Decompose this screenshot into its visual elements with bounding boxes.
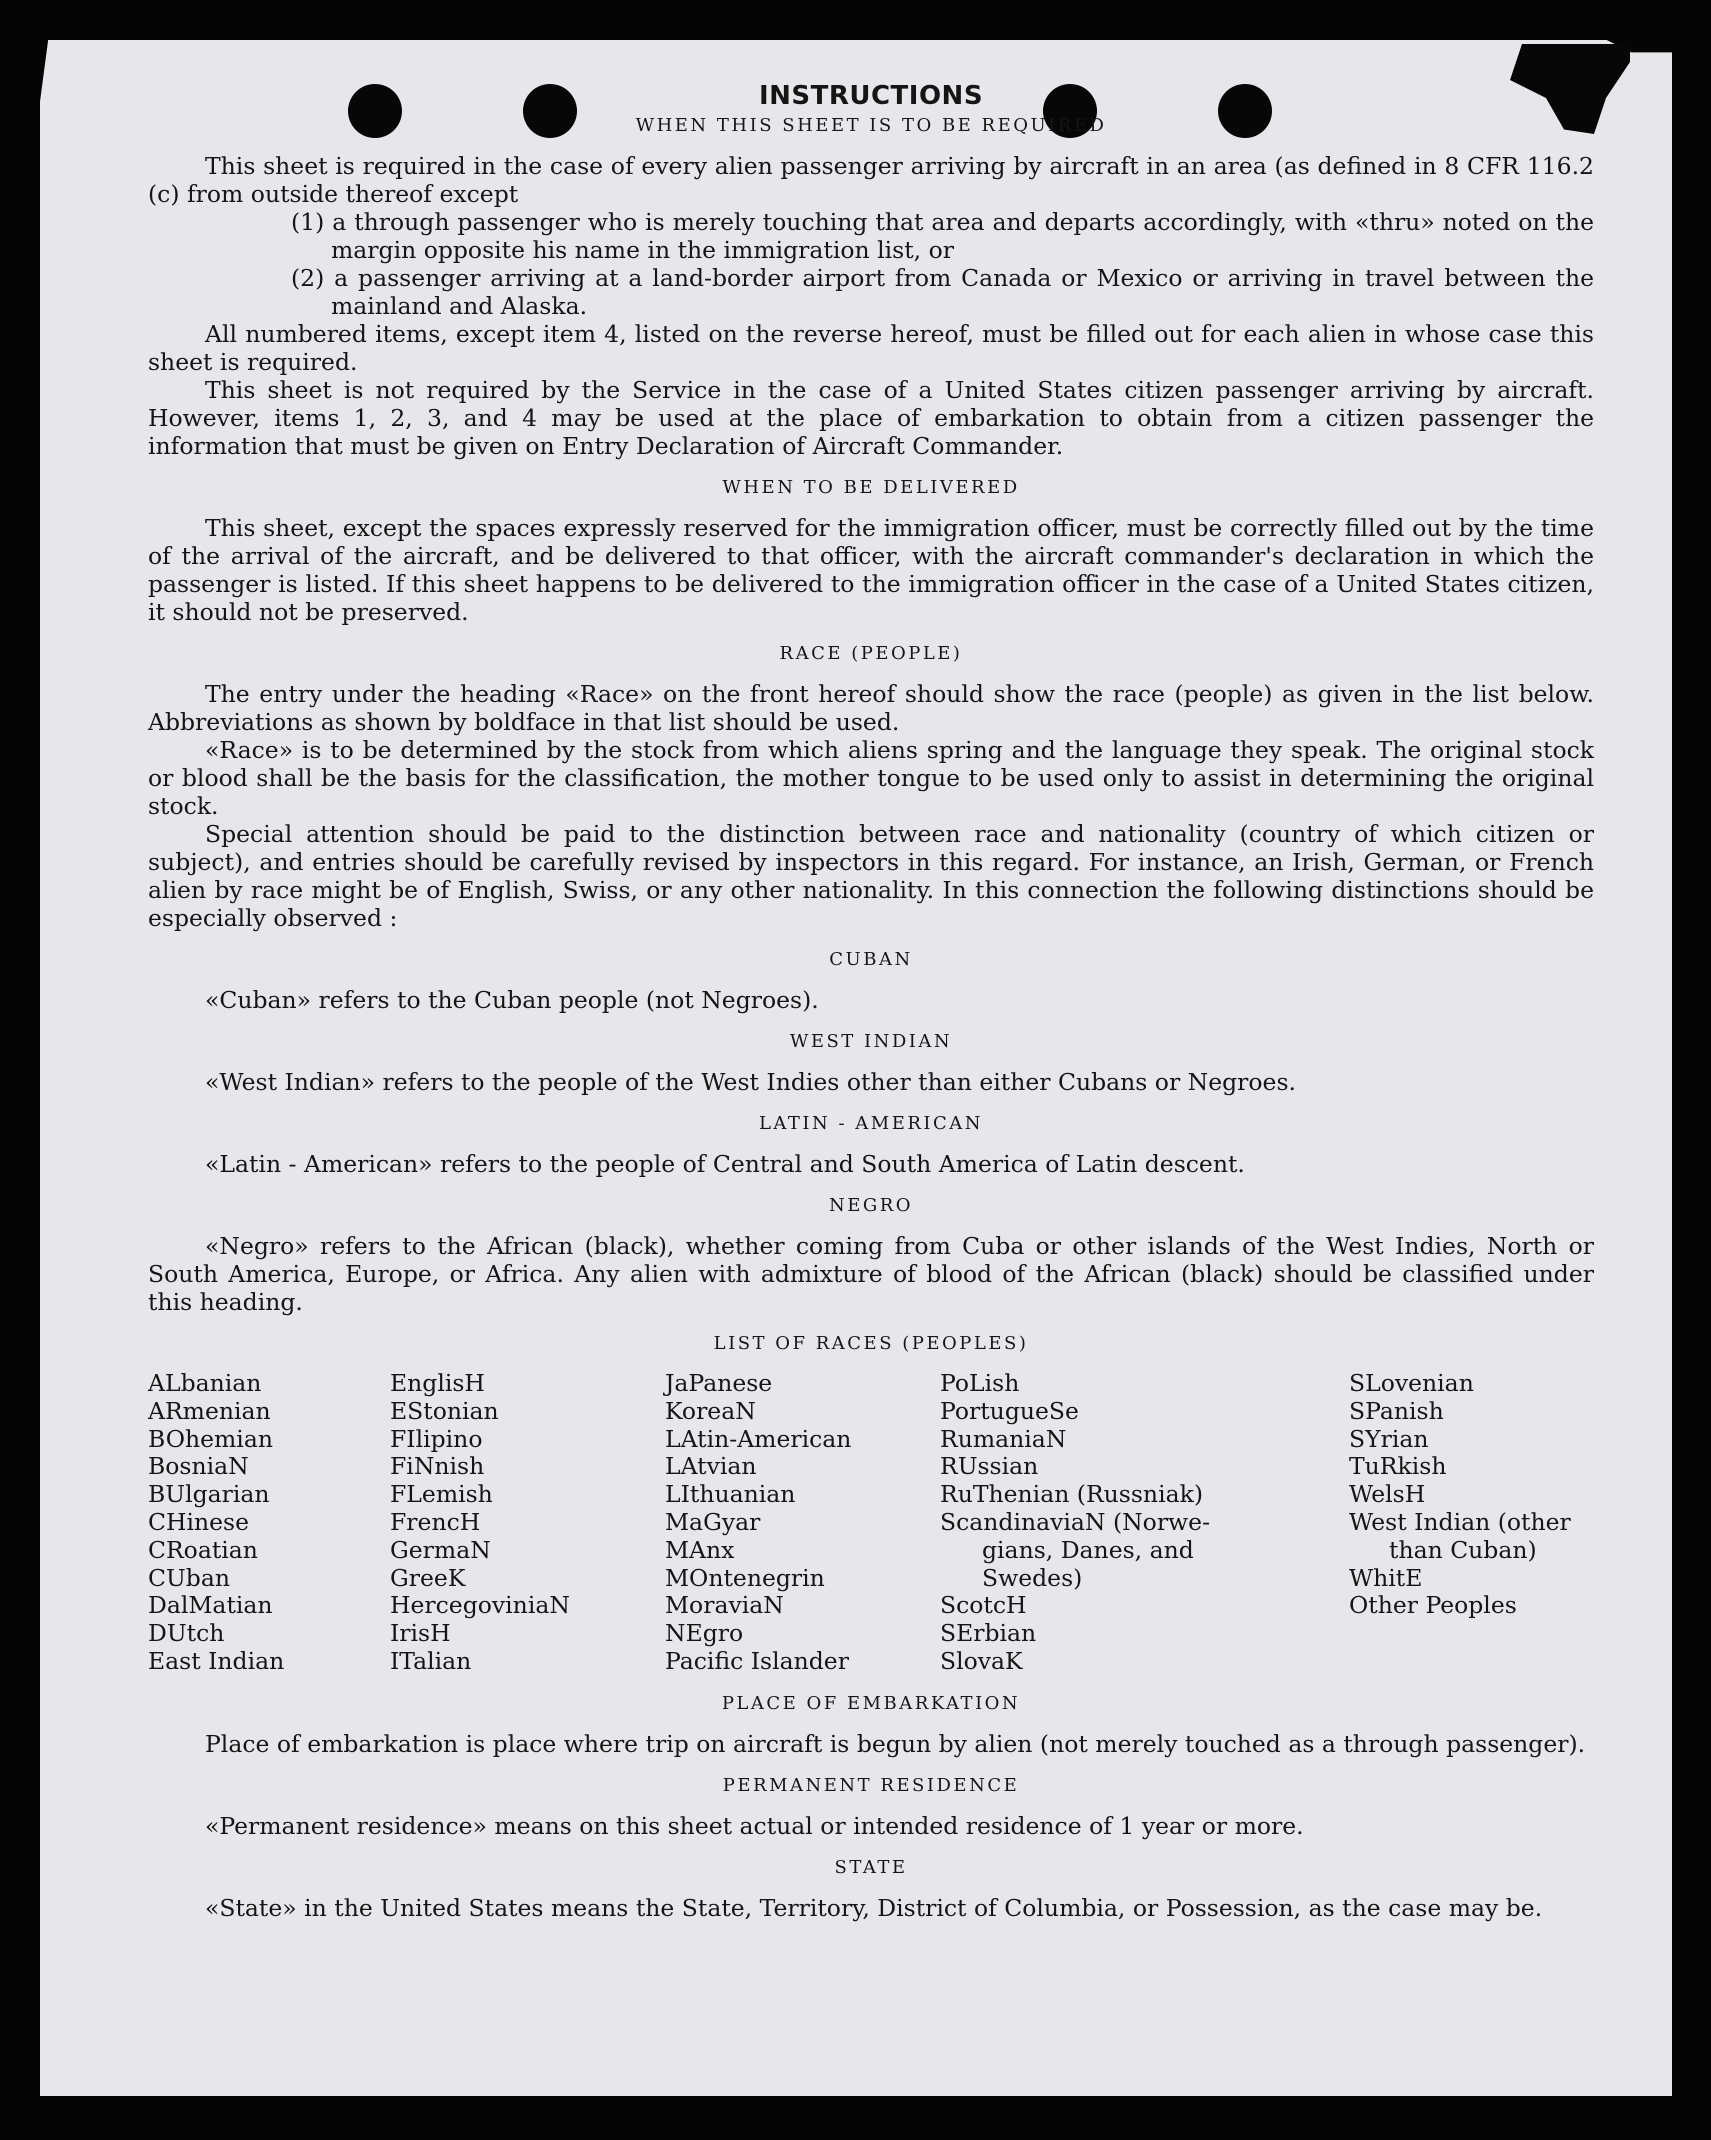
races-list xyxy=(148,1370,1594,1676)
section-heading: PERMANENT RESIDENCE xyxy=(722,1774,1020,1796)
races-column xyxy=(1349,1370,1594,1676)
race-entry: GermaN xyxy=(390,1535,491,1564)
race-entry: BUlgarian xyxy=(148,1480,270,1509)
race-entry: MoraviaN xyxy=(665,1591,784,1620)
section-heading: NEGRO xyxy=(828,1195,914,1216)
race-entry: EnglisH xyxy=(390,1369,485,1397)
paragraph: This sheet, except the spaces expressly reserved for the immigration officer, must be correctly filled out by the time of the arrival of the aircraft, and be delivered to that officer, with the aircraft commander's declaration in which the passenger is listed. If this sheet happens to be delivered to the immigration officer in the case of a United States citizen, it should not be preserved. xyxy=(148,514,1594,626)
paragraph: The entry under the heading «Race» on the front hereof should show the race (people) as given in the list below. Abbreviations as shown by boldface in that list should be used. xyxy=(148,680,1594,736)
race-entry: PoLish xyxy=(940,1369,1020,1397)
race-entry: DUtch xyxy=(148,1619,225,1648)
section-heading: WHEN THIS SHEET IS TO BE REQUIRED xyxy=(635,115,1107,136)
race-entry: JaPanese xyxy=(665,1369,773,1397)
race-entry: WelsH xyxy=(1349,1480,1426,1509)
paragraph: «Cuban» refers to the Cuban people (not Negroes). xyxy=(205,986,819,1014)
section-heading: STATE xyxy=(834,1856,908,1878)
race-entry: BOhemian xyxy=(148,1424,273,1453)
race-entry: FrencH xyxy=(390,1507,481,1536)
paragraph: Place of embarkation is place where trip on aircraft is begun by alien (not merely touched as a through passenger). xyxy=(205,1729,1586,1758)
race-entry: East Indian xyxy=(148,1646,285,1675)
race-entry: SPanish xyxy=(1349,1396,1444,1425)
race-entry: gians, Danes, and xyxy=(982,1535,1194,1564)
list-item: (2) a passenger arriving at a land-border airport from Canada or Mexico or arriving in travel between the mainland and Alaska. xyxy=(291,264,1594,320)
paragraph: «Race» is to be determined by the stock from which aliens spring and the language they speak. The original stock or blood shall be the basis for the classification, the mother tongue to be used only to assist in determining the original stock. xyxy=(148,736,1594,820)
race-entry: SYrian xyxy=(1349,1424,1429,1453)
races-column xyxy=(390,1370,665,1676)
section-heading: CUBAN xyxy=(829,949,913,970)
race-entry: MOntenegrin xyxy=(665,1563,825,1592)
list-item: (1) a through passenger who is merely touching that area and departs accordingly, with «thru» noted on the margin opposite his name in the immigration list, or xyxy=(291,208,1594,264)
race-entry: than Cuban) xyxy=(1389,1535,1537,1564)
race-entry: CUban xyxy=(148,1563,230,1592)
race-entry: MaGyar xyxy=(665,1507,761,1536)
race-entry: BosniaN xyxy=(148,1452,249,1481)
race-entry: FiNnish xyxy=(390,1452,485,1481)
races-column xyxy=(940,1370,1349,1676)
paragraph: «Negro» refers to the African (black), whether coming from Cuba or other islands of the West Indies, North or South America, Europe, or Africa. Any alien with admixture of blood of the African (black) should be classified under this heading. xyxy=(148,1232,1594,1316)
race-entry: ARmenian xyxy=(148,1396,271,1425)
race-entry: SlovaK xyxy=(940,1646,1023,1675)
race-entry: WhitE xyxy=(1349,1563,1423,1592)
race-entry: LIthuanian xyxy=(665,1480,796,1509)
race-entry: NEgro xyxy=(665,1619,744,1648)
race-entry: KoreaN xyxy=(665,1396,756,1425)
race-entry: ALbanian xyxy=(148,1369,262,1397)
race-entry: ScandinaviaN (Norwe- xyxy=(940,1507,1211,1536)
race-entry: PortugueSe xyxy=(940,1396,1079,1425)
races-column xyxy=(665,1370,940,1676)
section-heading: PLACE OF EMBARKATION xyxy=(721,1692,1021,1714)
race-entry: West Indian (other xyxy=(1349,1507,1571,1536)
race-entry: SErbian xyxy=(940,1619,1037,1648)
section-heading: LATIN - AMERICAN xyxy=(758,1113,984,1134)
race-entry: FLemish xyxy=(390,1480,493,1509)
race-entry: RUssian xyxy=(940,1452,1039,1481)
section-heading: RACE (PEOPLE) xyxy=(779,643,963,664)
paragraph: This sheet is not required by the Service in the case of a United States citizen passenger arriving by aircraft. However, items 1, 2, 3, and 4 may be used at the place of embarkation to obtain from a citizen passenger the information that must be given on Entry Declaration of Aircraft Commander. xyxy=(148,376,1594,460)
paragraph: «State» in the United States means the State, Territory, District of Columbia, or Possession, as the case may be. xyxy=(205,1893,1543,1922)
race-entry: RuThenian (Russniak) xyxy=(940,1480,1203,1509)
race-entry: Swedes) xyxy=(982,1563,1083,1592)
paragraph: «West Indian» refers to the people of the West Indies other than either Cubans or Negroes. xyxy=(205,1068,1296,1096)
paragraph: «Latin - American» refers to the people of Central and South America of Latin descent. xyxy=(205,1150,1245,1178)
paragraph: «Permanent residence» means on this sheet actual or intended residence of 1 year or more. xyxy=(205,1811,1304,1840)
instructions-text xyxy=(148,82,1594,1922)
race-entry: LAtin-American xyxy=(665,1424,852,1453)
race-entry: ITalian xyxy=(390,1646,472,1675)
race-entry: RumaniaN xyxy=(940,1424,1067,1453)
race-entry: FIlipino xyxy=(390,1424,483,1453)
race-entry: Pacific Islander xyxy=(665,1646,849,1675)
race-entry: IrisH xyxy=(390,1619,451,1648)
race-entry: MAnx xyxy=(665,1535,735,1564)
race-entry: DalMatian xyxy=(148,1591,273,1620)
race-entry: LAtvian xyxy=(665,1452,757,1481)
race-entry: GreeK xyxy=(390,1563,466,1592)
section-heading: WEST INDIAN xyxy=(789,1031,953,1052)
race-entry: CRoatian xyxy=(148,1535,258,1564)
paragraph: Special attention should be paid to the distinction between race and nationality (country of which citizen or subject), and entries should be carefully revised by inspectors in this regard. For instance, an Irish, German, or French alien by race might be of English, Swiss, or any other nationality. In this connection the following distinctions should be especially observed : xyxy=(148,820,1594,932)
races-column xyxy=(148,1370,390,1676)
paragraph: All numbered items, except item 4, listed on the reverse hereof, must be filled out for each alien in whose case this sheet is required. xyxy=(148,320,1594,376)
page-title: INSTRUCTIONS xyxy=(758,81,984,111)
race-entry: CHinese xyxy=(148,1507,249,1536)
section-heading: LIST OF RACES (PEOPLES) xyxy=(713,1333,1029,1354)
section-heading: WHEN TO BE DELIVERED xyxy=(722,477,1020,498)
race-entry: TuRkish xyxy=(1349,1452,1447,1481)
race-entry: SLovenian xyxy=(1349,1369,1474,1397)
paragraph: This sheet is required in the case of every alien passenger arriving by aircraft in an area (as defined in 8 CFR 116.2 (c) from outside thereof except xyxy=(148,152,1594,208)
race-entry: ScotcH xyxy=(940,1591,1027,1620)
race-entry: EStonian xyxy=(390,1396,499,1425)
race-entry: HercegovinіaN xyxy=(390,1591,570,1620)
race-entry: Other Peoples xyxy=(1349,1591,1517,1620)
